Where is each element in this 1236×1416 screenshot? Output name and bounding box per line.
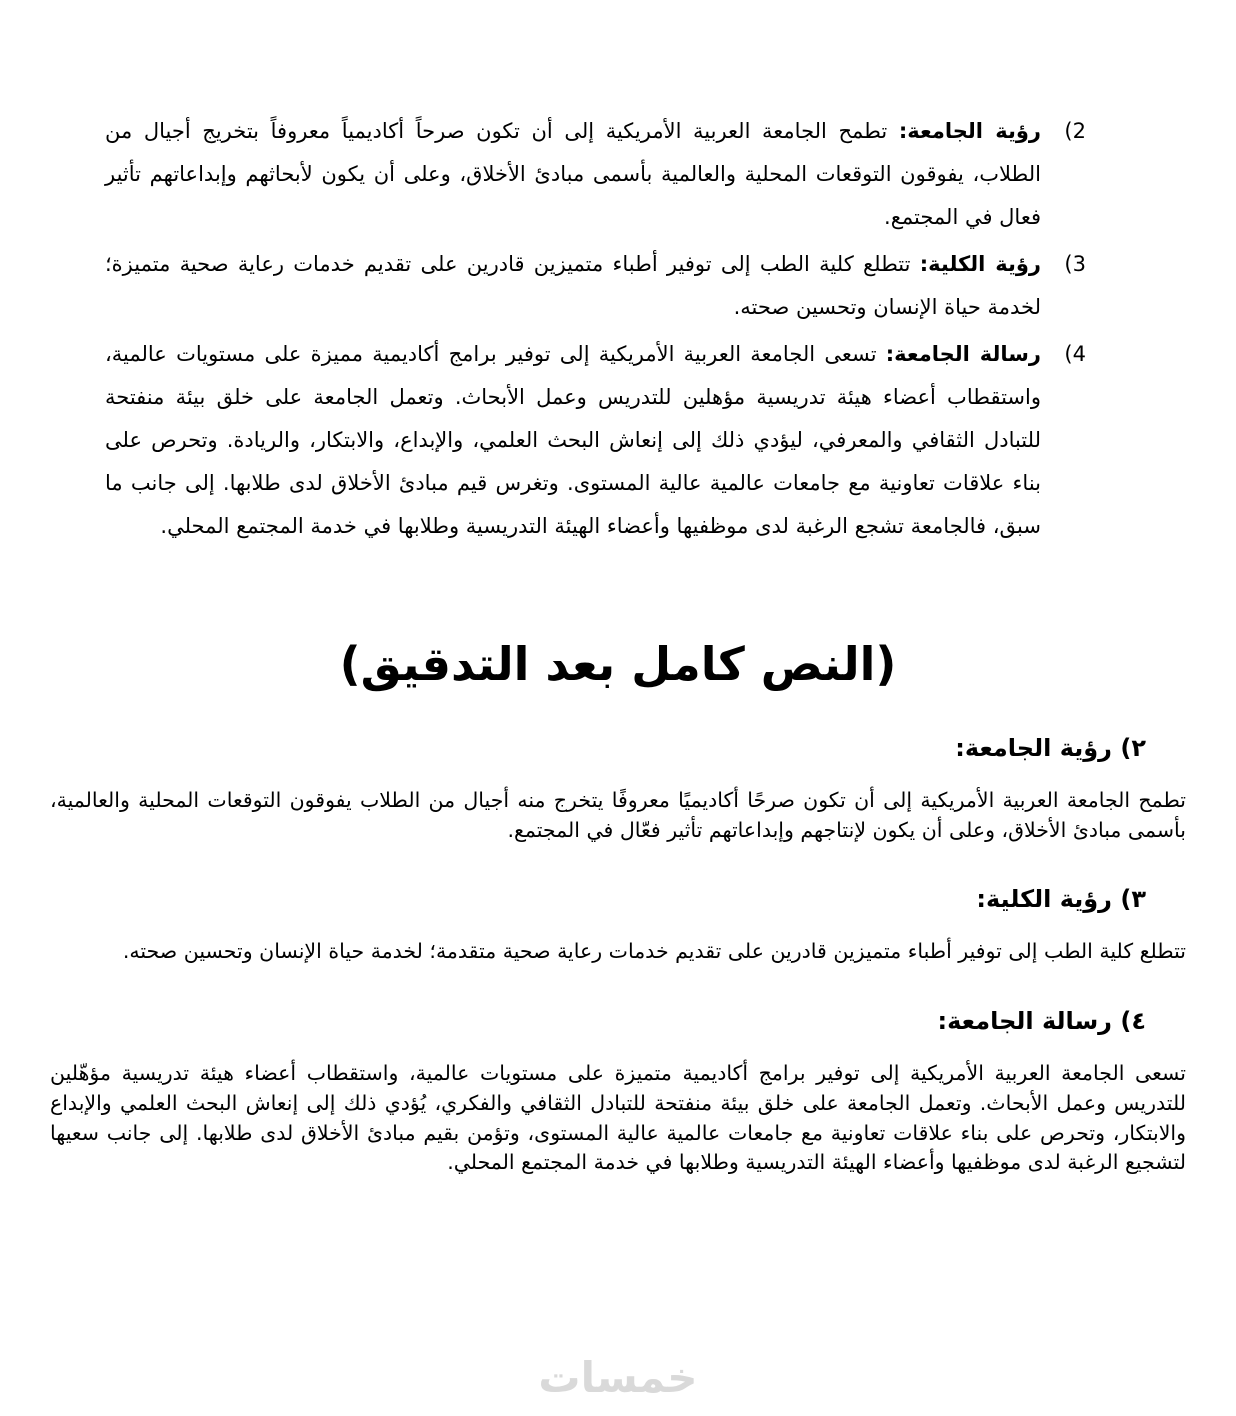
section-title: رؤية الكلية: (976, 885, 1112, 914)
list-item-university-vision (105, 110, 1086, 239)
section-university-mission (50, 1007, 1186, 1178)
section-paragraph: تطمح الجامعة العربية الأمريكية إلى أن تكون صرحًا أكاديميًا معروفًا يتخرج منه أجيال من الطلاب يفوقون التوقعات المحلية والعالمية، بأسمى مبادئ الأخلاق، وعلى أن يكون لإنتاجهم وإبداعاتهم تأثير فعّال في المجتمع. (50, 787, 1186, 842)
khamsat-watermark: خمسات (538, 1353, 698, 1402)
section-title: رسالة الجامعة: (937, 1007, 1112, 1036)
section-heading (50, 885, 1146, 913)
item-text: تسعى الجامعة العربية الأمريكية إلى توفير برامج أكاديمية مميزة على مستويات عالمية، واستقطاب أعضاء هيئة تدريسية مؤهلين للتدريس وعمل الأبحاث. وتعمل الجامعة على خلق بيئة منفتحة للتبادل الثقافي والمعرفي، ليؤدي ذلك إلى إنعاش البحث العلمي، والإبداع، والابتكار، والريادة. وتحرص على بناء علاقات تعاونية مع جامعات عالمية عالية المستوى. وتغرس قيم مبادئ الأخلاق لدى طلابها. إلى جانب ما سبق، فالجامعة تشجع الرغبة لدى موظفيها وأعضاء الهيئة التدريسية وطلابها في خدمة المجتمع المحلي. (105, 342, 1041, 539)
item-text: تطمح الجامعة العربية الأمريكية إلى أن تكون صرحاً أكاديمياً معروفاً بتخريج أجيال من الطلاب، يفوقون التوقعات المحلية والعالمية بأسمى مبادئ الأخلاق، وعلى أن يكون لأبحاثهم وإبداعاتهم تأثير فعال في المجتمع. (105, 119, 1041, 230)
list-item-university-mission (105, 333, 1086, 548)
item-label: رؤية الجامعة: (898, 119, 1041, 143)
item-label: رسالة الجامعة: (885, 342, 1041, 367)
item-number: 3) (1064, 252, 1086, 277)
proofread-section-title: (النص كامل بعد التدقيق) (339, 637, 897, 692)
section-university-vision (50, 734, 1186, 845)
section-heading (50, 734, 1146, 762)
section-number: ٢) (1120, 733, 1146, 762)
item-number: 4) (1064, 342, 1086, 367)
section-title: رؤية الجامعة: (955, 733, 1112, 762)
section-college-vision (50, 885, 1186, 967)
numbered-list-before-proofreading (105, 110, 1086, 548)
section-number: ٣) (1120, 885, 1146, 914)
section-number: ٤) (1120, 1007, 1146, 1036)
section-paragraph: تتطلع كلية الطب إلى توفير أطباء متميزين قادرين على تقديم خدمات رعاية صحية متقدمة؛ لخدمة حياة الإنسان وتحسين صحته. (122, 939, 1186, 964)
item-text: تتطلع كلية الطب إلى توفير أطباء متميزين قادرين على تقديم خدمات رعاية صحية متميزة؛ لخدمة حياة الإنسان وتحسين صحته. (105, 252, 1041, 320)
item-label: رؤية الكلية: (919, 252, 1041, 277)
section-heading (50, 1007, 1146, 1035)
item-number: 2) (1064, 119, 1086, 143)
list-item-college-vision (105, 243, 1086, 329)
section-paragraph: تسعى الجامعة العربية الأمريكية إلى توفير برامج أكاديمية متميزة على مستويات عالمية، واستقطاب أعضاء هيئة تدريسية مؤهّلين للتدريس وعمل الأبحاث. وتعمل الجامعة على خلق بيئة منفتحة للتبادل الثقافي والفكري، يُؤدي ذلك إلى إنعاش البحث العلمي والإبداع والابتكار، وتحرص على بناء علاقات تعاونية مع جامعات عالمية عالية المستوى، وتؤمن بقيم مبادئ الأخلاق لدى طلابها. إلى جانب سعيها لتشجيع الرغبة لدى موظفيها وأعضاء الهيئة التدريسية وطلابها في خدمة المجتمع المحلي. (50, 1061, 1186, 1175)
